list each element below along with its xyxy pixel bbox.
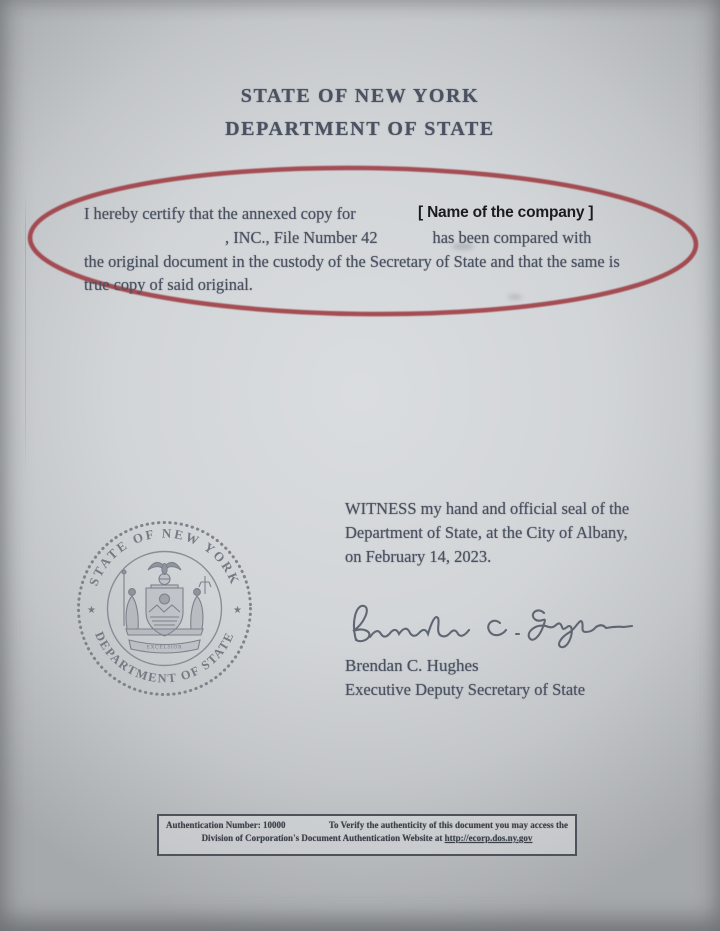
state-seal — [72, 516, 257, 701]
signer-name: Brendan C. Hughes — [345, 656, 479, 675]
authentication-line1 — [166, 819, 568, 832]
liberty-figure-head — [129, 589, 136, 596]
seal-bottom-text: DEPARTMENT OF STATE — [92, 629, 237, 686]
signature-scrawl — [340, 594, 640, 656]
certification-line1 — [84, 202, 690, 226]
authentication-url: http://ecorp.dos.ny.gov — [444, 833, 533, 843]
certification-line3: the original document in the custody of the Secretary of State and that the same is — [84, 251, 620, 271]
certification-line2-end: has been compared with — [432, 227, 592, 247]
witness-block — [345, 497, 675, 570]
witness-line2: Department of State, at the City of Albany, — [345, 523, 628, 543]
seal-star-right-icon: ★ — [233, 605, 242, 616]
signature-strokes — [353, 606, 632, 647]
authentication-line2-text: Division of Corporation's Document Authentication Website at — [201, 833, 445, 843]
document-header — [0, 80, 720, 146]
company-name-placeholder: [ Name of the company ] — [418, 204, 594, 221]
header-line-state: STATE OF NEW YORK — [240, 85, 480, 107]
certification-line2-start: , INC., File Number 42 — [225, 227, 378, 247]
signer-title: Executive Deputy Secretary of State — [345, 680, 586, 699]
certification-line2 — [225, 226, 690, 250]
authentication-verify-text: To Verify the authenticity of this document you may access the — [328, 820, 568, 830]
authentication-number: Authentication Number: 10000 — [166, 820, 286, 830]
certification-paragraph — [84, 202, 690, 297]
authentication-line2 — [166, 832, 568, 845]
witness-line3: on February 14, 2023. — [345, 547, 492, 567]
eagle-body — [162, 564, 167, 575]
witness-line1: WITNESS my hand and official seal of the — [345, 499, 630, 518]
header-line-department: DEPARTMENT OF STATE — [225, 118, 495, 140]
certification-line1-text: I hereby certify that the annexed copy for — [84, 204, 356, 223]
justice-figure-head — [194, 589, 201, 596]
coat-of-arms — [122, 562, 211, 653]
certification-line4: true copy of said original. — [84, 275, 253, 295]
liberty-cap — [122, 570, 126, 574]
liberty-figure-body — [126, 596, 138, 629]
seal-top-text: STATE OF NEW YORK — [85, 525, 244, 588]
seal-star-left-icon: ★ — [87, 605, 96, 616]
excelsior-banner-text: EXCELSIOR — [146, 644, 183, 651]
arms-ground — [126, 629, 203, 635]
justice-figure-body — [191, 596, 203, 629]
shield-sun — [160, 594, 170, 604]
authentication-box — [157, 814, 577, 856]
